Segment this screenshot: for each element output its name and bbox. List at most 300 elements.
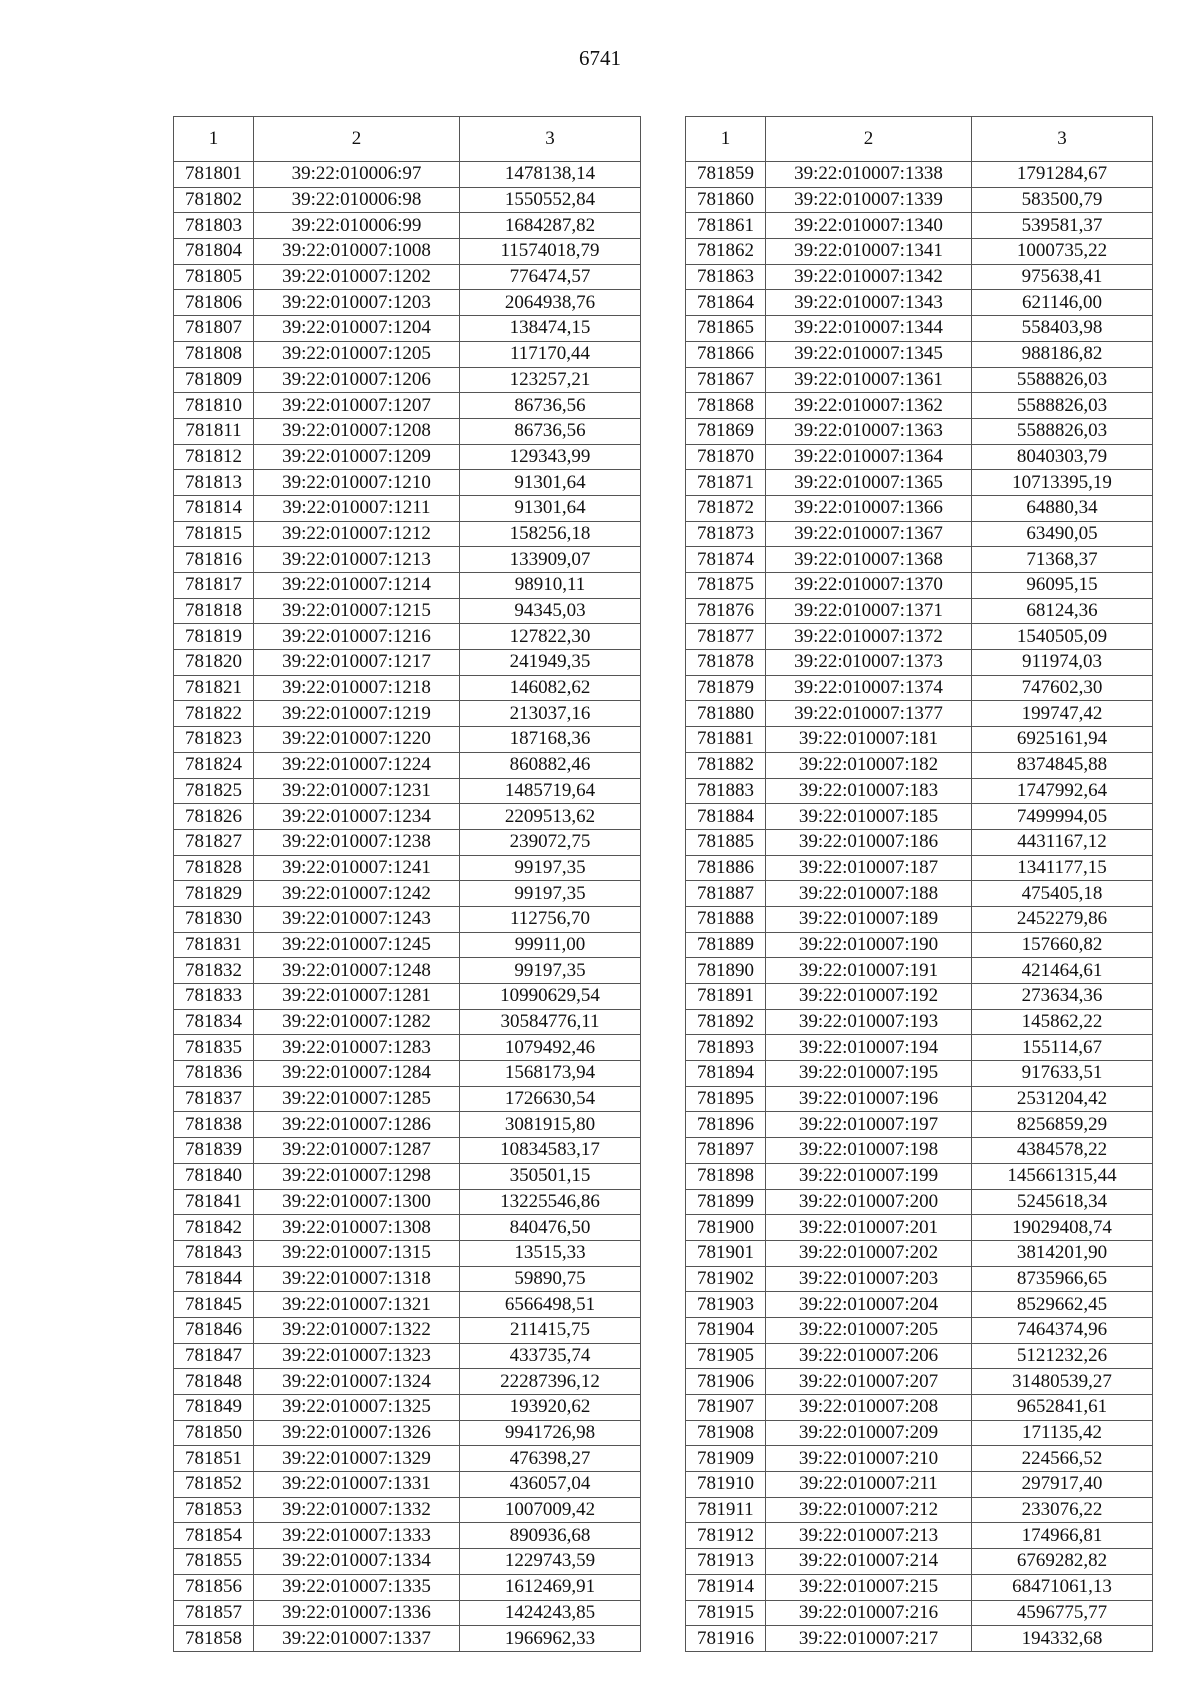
cadastral-number-cell: 39:22:010007:186 — [766, 829, 972, 855]
cadastral-number-cell: 39:22:010007:1374 — [766, 675, 972, 701]
value-cell: 86736,56 — [460, 393, 641, 419]
table-header-row — [174, 117, 641, 162]
value-cell: 8735966,65 — [972, 1266, 1153, 1292]
row-number-cell: 781802 — [174, 187, 254, 213]
value-cell: 174966,81 — [972, 1523, 1153, 1549]
value-cell: 22287396,12 — [460, 1369, 641, 1395]
table-row — [174, 958, 641, 984]
row-number-cell: 781811 — [174, 418, 254, 444]
cadastral-number-cell: 39:22:010007:1308 — [254, 1215, 460, 1241]
cadastral-number-cell: 39:22:010007:1282 — [254, 1009, 460, 1035]
cadastral-number-cell: 39:22:010007:1334 — [254, 1549, 460, 1575]
value-cell: 1079492,46 — [460, 1035, 641, 1061]
value-cell: 421464,61 — [972, 958, 1153, 984]
cadastral-number-cell: 39:22:010007:1345 — [766, 341, 972, 367]
cadastral-number-cell: 39:22:010007:1203 — [254, 290, 460, 316]
row-number-cell: 781887 — [686, 881, 766, 907]
column-header-3: 3 — [460, 117, 641, 162]
value-cell: 68471061,13 — [972, 1574, 1153, 1600]
value-cell: 129343,99 — [460, 444, 641, 470]
row-number-cell: 781861 — [686, 213, 766, 239]
value-cell: 158256,18 — [460, 521, 641, 547]
table-row — [174, 1317, 641, 1343]
value-cell: 3081915,80 — [460, 1112, 641, 1138]
row-number-cell: 781851 — [174, 1446, 254, 1472]
value-cell: 8256859,29 — [972, 1112, 1153, 1138]
row-number-cell: 781894 — [686, 1061, 766, 1087]
value-cell: 19029408,74 — [972, 1215, 1153, 1241]
value-cell: 71368,37 — [972, 547, 1153, 573]
value-cell: 583500,79 — [972, 187, 1153, 213]
row-number-cell: 781841 — [174, 1189, 254, 1215]
column-header-1: 1 — [174, 117, 254, 162]
table-row — [174, 521, 641, 547]
cadastral-number-cell: 39:22:010006:99 — [254, 213, 460, 239]
value-cell: 224566,52 — [972, 1446, 1153, 1472]
value-cell: 436057,04 — [460, 1472, 641, 1498]
table-row — [174, 932, 641, 958]
cadastral-number-cell: 39:22:010007:1337 — [254, 1626, 460, 1652]
row-number-cell: 781807 — [174, 316, 254, 342]
cadastral-number-cell: 39:22:010007:202 — [766, 1240, 972, 1266]
value-cell: 10990629,54 — [460, 984, 641, 1010]
value-cell: 911974,03 — [972, 650, 1153, 676]
cadastral-number-cell: 39:22:010007:1371 — [766, 598, 972, 624]
row-number-cell: 781868 — [686, 393, 766, 419]
cadastral-number-cell: 39:22:010007:1216 — [254, 624, 460, 650]
row-number-cell: 781860 — [686, 187, 766, 213]
value-cell: 988186,82 — [972, 341, 1153, 367]
table-row — [174, 547, 641, 573]
table-row — [174, 239, 641, 265]
row-number-cell: 781875 — [686, 573, 766, 599]
value-cell: 7464374,96 — [972, 1317, 1153, 1343]
cadastral-number-cell: 39:22:010007:1204 — [254, 316, 460, 342]
cadastral-number-cell: 39:22:010007:181 — [766, 727, 972, 753]
table-row — [174, 906, 641, 932]
table-row — [686, 1369, 1153, 1395]
row-number-cell: 781809 — [174, 367, 254, 393]
row-number-cell: 781819 — [174, 624, 254, 650]
table-row — [174, 1138, 641, 1164]
table-row — [174, 778, 641, 804]
row-number-cell: 781883 — [686, 778, 766, 804]
table-row — [686, 958, 1153, 984]
cadastral-number-cell: 39:22:010007:1326 — [254, 1420, 460, 1446]
cadastral-number-cell: 39:22:010007:1333 — [254, 1523, 460, 1549]
cadastral-number-cell: 39:22:010007:217 — [766, 1626, 972, 1652]
cadastral-number-cell: 39:22:010007:1207 — [254, 393, 460, 419]
table-row — [174, 624, 641, 650]
table-row — [174, 675, 641, 701]
cadastral-number-cell: 39:22:010007:1367 — [766, 521, 972, 547]
cadastral-number-cell: 39:22:010007:185 — [766, 804, 972, 830]
value-cell: 6925161,94 — [972, 727, 1153, 753]
cadastral-number-cell: 39:22:010007:1300 — [254, 1189, 460, 1215]
row-number-cell: 781870 — [686, 444, 766, 470]
table-row — [174, 573, 641, 599]
table-row — [174, 855, 641, 881]
row-number-cell: 781847 — [174, 1343, 254, 1369]
value-cell: 475405,18 — [972, 881, 1153, 907]
cadastral-number-cell: 39:22:010007:1318 — [254, 1266, 460, 1292]
cadastral-number-cell: 39:22:010006:98 — [254, 187, 460, 213]
table-row — [174, 1600, 641, 1626]
cadastral-number-cell: 39:22:010007:207 — [766, 1369, 972, 1395]
row-number-cell: 781869 — [686, 418, 766, 444]
value-cell: 1540505,09 — [972, 624, 1153, 650]
row-number-cell: 781810 — [174, 393, 254, 419]
table-row — [174, 264, 641, 290]
row-number-cell: 781829 — [174, 881, 254, 907]
value-cell: 1747992,64 — [972, 778, 1153, 804]
cadastral-number-cell: 39:22:010007:1217 — [254, 650, 460, 676]
value-cell: 112756,70 — [460, 906, 641, 932]
table-row — [174, 1009, 641, 1035]
value-cell: 4384578,22 — [972, 1138, 1153, 1164]
cadastral-number-cell: 39:22:010007:183 — [766, 778, 972, 804]
cadastral-number-cell: 39:22:010007:188 — [766, 881, 972, 907]
value-cell: 13515,33 — [460, 1240, 641, 1266]
cadastral-number-cell: 39:22:010007:1234 — [254, 804, 460, 830]
row-number-cell: 781814 — [174, 495, 254, 521]
cadastral-number-cell: 39:22:010007:1231 — [254, 778, 460, 804]
cadastral-number-cell: 39:22:010007:1361 — [766, 367, 972, 393]
table-row — [174, 1497, 641, 1523]
cadastral-number-cell: 39:22:010007:1210 — [254, 470, 460, 496]
value-cell: 123257,21 — [460, 367, 641, 393]
table-row — [686, 316, 1153, 342]
cadastral-number-cell: 39:22:010007:1368 — [766, 547, 972, 573]
cadastral-number-cell: 39:22:010007:1365 — [766, 470, 972, 496]
cadastral-number-cell: 39:22:010007:1362 — [766, 393, 972, 419]
value-cell: 8374845,88 — [972, 752, 1153, 778]
table-row — [686, 1112, 1153, 1138]
row-number-cell: 781850 — [174, 1420, 254, 1446]
table-row — [686, 1523, 1153, 1549]
value-cell: 1007009,42 — [460, 1497, 641, 1523]
table-row — [174, 1343, 641, 1369]
row-number-cell: 781832 — [174, 958, 254, 984]
table-row — [174, 984, 641, 1010]
row-number-cell: 781867 — [686, 367, 766, 393]
table-row — [686, 341, 1153, 367]
cadastral-number-cell: 39:22:010007:203 — [766, 1266, 972, 1292]
table-row — [174, 1369, 641, 1395]
row-number-cell: 781859 — [686, 162, 766, 188]
table-row — [174, 1189, 641, 1215]
table-row — [174, 213, 641, 239]
row-number-cell: 781837 — [174, 1086, 254, 1112]
cadastral-number-cell: 39:22:010007:214 — [766, 1549, 972, 1575]
row-number-cell: 781856 — [174, 1574, 254, 1600]
table-row — [686, 393, 1153, 419]
row-number-cell: 781904 — [686, 1317, 766, 1343]
cadastral-number-cell: 39:22:010007:208 — [766, 1395, 972, 1421]
value-cell: 239072,75 — [460, 829, 641, 855]
cadastral-number-cell: 39:22:010007:1238 — [254, 829, 460, 855]
row-number-cell: 781895 — [686, 1086, 766, 1112]
table-row — [686, 906, 1153, 932]
table-row — [686, 495, 1153, 521]
table-row — [686, 1086, 1153, 1112]
cadastral-number-cell: 39:22:010007:197 — [766, 1112, 972, 1138]
table-row — [174, 495, 641, 521]
cadastral-number-cell: 39:22:010007:211 — [766, 1472, 972, 1498]
table-row — [686, 1343, 1153, 1369]
table-row — [686, 547, 1153, 573]
cadastral-number-cell: 39:22:010007:1370 — [766, 573, 972, 599]
value-cell: 5245618,34 — [972, 1189, 1153, 1215]
row-number-cell: 781806 — [174, 290, 254, 316]
table-row — [174, 444, 641, 470]
row-number-cell: 781830 — [174, 906, 254, 932]
value-cell: 890936,68 — [460, 1523, 641, 1549]
row-number-cell: 781846 — [174, 1317, 254, 1343]
table-row — [174, 1395, 641, 1421]
cadastral-number-cell: 39:22:010007:1366 — [766, 495, 972, 521]
table-row — [174, 1626, 641, 1652]
cadastral-number-cell: 39:22:010007:1283 — [254, 1035, 460, 1061]
table-row — [686, 650, 1153, 676]
cadastral-number-cell: 39:22:010007:1208 — [254, 418, 460, 444]
table-row — [686, 778, 1153, 804]
row-number-cell: 781877 — [686, 624, 766, 650]
cadastral-number-cell: 39:22:010007:1338 — [766, 162, 972, 188]
table-row — [174, 162, 641, 188]
row-number-cell: 781839 — [174, 1138, 254, 1164]
row-number-cell: 781866 — [686, 341, 766, 367]
cadastral-number-cell: 39:22:010007:1209 — [254, 444, 460, 470]
value-cell: 127822,30 — [460, 624, 641, 650]
row-number-cell: 781880 — [686, 701, 766, 727]
cadastral-number-cell: 39:22:010007:201 — [766, 1215, 972, 1241]
table-row — [174, 316, 641, 342]
column-header-2: 2 — [254, 117, 460, 162]
value-cell: 86736,56 — [460, 418, 641, 444]
value-cell: 840476,50 — [460, 1215, 641, 1241]
table-row — [174, 187, 641, 213]
row-number-cell: 781873 — [686, 521, 766, 547]
cadastral-number-cell: 39:22:010007:1206 — [254, 367, 460, 393]
value-cell: 30584776,11 — [460, 1009, 641, 1035]
table-row — [686, 624, 1153, 650]
row-number-cell: 781812 — [174, 444, 254, 470]
row-number-cell: 781843 — [174, 1240, 254, 1266]
row-number-cell: 781871 — [686, 470, 766, 496]
cadastral-number-cell: 39:22:010007:213 — [766, 1523, 972, 1549]
table-row — [686, 1163, 1153, 1189]
cadastral-number-cell: 39:22:010007:1341 — [766, 239, 972, 265]
value-cell: 157660,82 — [972, 932, 1153, 958]
value-cell: 1684287,82 — [460, 213, 641, 239]
cadastral-number-cell: 39:22:010006:97 — [254, 162, 460, 188]
cadastral-number-cell: 39:22:010007:1329 — [254, 1446, 460, 1472]
value-cell: 9941726,98 — [460, 1420, 641, 1446]
cadastral-number-cell: 39:22:010007:1211 — [254, 495, 460, 521]
row-number-cell: 781820 — [174, 650, 254, 676]
cadastral-number-cell: 39:22:010007:1372 — [766, 624, 972, 650]
cadastral-number-cell: 39:22:010007:1284 — [254, 1061, 460, 1087]
value-cell: 1478138,14 — [460, 162, 641, 188]
row-number-cell: 781826 — [174, 804, 254, 830]
row-number-cell: 781858 — [174, 1626, 254, 1652]
cadastral-number-cell: 39:22:010007:182 — [766, 752, 972, 778]
table-row — [686, 239, 1153, 265]
value-cell: 68124,36 — [972, 598, 1153, 624]
table-header-row — [686, 117, 1153, 162]
row-number-cell: 781835 — [174, 1035, 254, 1061]
cadastral-number-cell: 39:22:010007:193 — [766, 1009, 972, 1035]
value-cell: 99911,00 — [460, 932, 641, 958]
row-number-cell: 781872 — [686, 495, 766, 521]
value-cell: 187168,36 — [460, 727, 641, 753]
table-row — [174, 418, 641, 444]
row-number-cell: 781805 — [174, 264, 254, 290]
row-number-cell: 781915 — [686, 1600, 766, 1626]
cadastral-number-cell: 39:22:010007:1285 — [254, 1086, 460, 1112]
cadastral-number-cell: 39:22:010007:1332 — [254, 1497, 460, 1523]
data-table-left — [173, 116, 641, 1652]
cadastral-number-cell: 39:22:010007:189 — [766, 906, 972, 932]
row-number-cell: 781916 — [686, 1626, 766, 1652]
table-row — [174, 1163, 641, 1189]
table-row — [686, 1240, 1153, 1266]
cadastral-number-cell: 39:22:010007:1243 — [254, 906, 460, 932]
value-cell: 64880,34 — [972, 495, 1153, 521]
table-row — [686, 752, 1153, 778]
row-number-cell: 781886 — [686, 855, 766, 881]
value-cell: 59890,75 — [460, 1266, 641, 1292]
value-cell: 145862,22 — [972, 1009, 1153, 1035]
table-row — [174, 598, 641, 624]
value-cell: 1568173,94 — [460, 1061, 641, 1087]
value-cell: 10713395,19 — [972, 470, 1153, 496]
table-row — [686, 1215, 1153, 1241]
table-row — [174, 1086, 641, 1112]
row-number-cell: 781863 — [686, 264, 766, 290]
cadastral-number-cell: 39:22:010007:1219 — [254, 701, 460, 727]
cadastral-number-cell: 39:22:010007:1281 — [254, 984, 460, 1010]
value-cell: 193920,62 — [460, 1395, 641, 1421]
cadastral-number-cell: 39:22:010007:1287 — [254, 1138, 460, 1164]
table-row — [686, 675, 1153, 701]
table-row — [686, 1497, 1153, 1523]
table-row — [174, 701, 641, 727]
row-number-cell: 781881 — [686, 727, 766, 753]
cadastral-number-cell: 39:22:010007:1344 — [766, 316, 972, 342]
value-cell: 273634,36 — [972, 984, 1153, 1010]
table-row — [174, 367, 641, 393]
value-cell: 9652841,61 — [972, 1395, 1153, 1421]
table-row — [686, 932, 1153, 958]
table-row — [686, 701, 1153, 727]
table-row — [686, 1061, 1153, 1087]
value-cell: 199747,42 — [972, 701, 1153, 727]
table-row — [174, 1061, 641, 1087]
value-cell: 145661315,44 — [972, 1163, 1153, 1189]
row-number-cell: 781855 — [174, 1549, 254, 1575]
table-row — [174, 829, 641, 855]
row-number-cell: 781914 — [686, 1574, 766, 1600]
value-cell: 4596775,77 — [972, 1600, 1153, 1626]
row-number-cell: 781903 — [686, 1292, 766, 1318]
value-cell: 2064938,76 — [460, 290, 641, 316]
value-cell: 1612469,91 — [460, 1574, 641, 1600]
table-row — [686, 290, 1153, 316]
table-row — [686, 573, 1153, 599]
value-cell: 5121232,26 — [972, 1343, 1153, 1369]
value-cell: 13225546,86 — [460, 1189, 641, 1215]
table-row — [686, 727, 1153, 753]
table-row — [686, 470, 1153, 496]
row-number-cell: 781833 — [174, 984, 254, 1010]
row-number-cell: 781901 — [686, 1240, 766, 1266]
table-row — [174, 1035, 641, 1061]
row-number-cell: 781825 — [174, 778, 254, 804]
table-row — [686, 162, 1153, 188]
table-row — [686, 213, 1153, 239]
value-cell: 2452279,86 — [972, 906, 1153, 932]
cadastral-number-cell: 39:22:010007:209 — [766, 1420, 972, 1446]
table-row — [686, 855, 1153, 881]
cadastral-number-cell: 39:22:010007:199 — [766, 1163, 972, 1189]
table-row — [686, 1626, 1153, 1652]
table-row — [686, 1189, 1153, 1215]
value-cell: 5588826,03 — [972, 393, 1153, 419]
value-cell: 1229743,59 — [460, 1549, 641, 1575]
cadastral-number-cell: 39:22:010007:1213 — [254, 547, 460, 573]
table-row — [686, 1138, 1153, 1164]
row-number-cell: 781853 — [174, 1497, 254, 1523]
row-number-cell: 781821 — [174, 675, 254, 701]
value-cell: 1485719,64 — [460, 778, 641, 804]
row-number-cell: 781804 — [174, 239, 254, 265]
row-number-cell: 781874 — [686, 547, 766, 573]
value-cell: 2531204,42 — [972, 1086, 1153, 1112]
cadastral-number-cell: 39:22:010007:1286 — [254, 1112, 460, 1138]
value-cell: 350501,15 — [460, 1163, 641, 1189]
table-row — [174, 752, 641, 778]
row-number-cell: 781910 — [686, 1472, 766, 1498]
table-row — [686, 418, 1153, 444]
row-number-cell: 781831 — [174, 932, 254, 958]
table-row — [686, 598, 1153, 624]
value-cell: 6566498,51 — [460, 1292, 641, 1318]
value-cell: 213037,16 — [460, 701, 641, 727]
table-row — [686, 1549, 1153, 1575]
row-number-cell: 781896 — [686, 1112, 766, 1138]
cadastral-number-cell: 39:22:010007:1241 — [254, 855, 460, 881]
cadastral-number-cell: 39:22:010007:190 — [766, 932, 972, 958]
value-cell: 155114,67 — [972, 1035, 1153, 1061]
cadastral-number-cell: 39:22:010007:1324 — [254, 1369, 460, 1395]
row-number-cell: 781817 — [174, 573, 254, 599]
cadastral-number-cell: 39:22:010007:1315 — [254, 1240, 460, 1266]
cadastral-number-cell: 39:22:010007:194 — [766, 1035, 972, 1061]
cadastral-number-cell: 39:22:010007:192 — [766, 984, 972, 1010]
cadastral-number-cell: 39:22:010007:1321 — [254, 1292, 460, 1318]
row-number-cell: 781818 — [174, 598, 254, 624]
value-cell: 1966962,33 — [460, 1626, 641, 1652]
table-row — [686, 984, 1153, 1010]
row-number-cell: 781808 — [174, 341, 254, 367]
table-row — [686, 521, 1153, 547]
cadastral-number-cell: 39:22:010007:1224 — [254, 752, 460, 778]
row-number-cell: 781815 — [174, 521, 254, 547]
cadastral-number-cell: 39:22:010007:1008 — [254, 239, 460, 265]
row-number-cell: 781857 — [174, 1600, 254, 1626]
